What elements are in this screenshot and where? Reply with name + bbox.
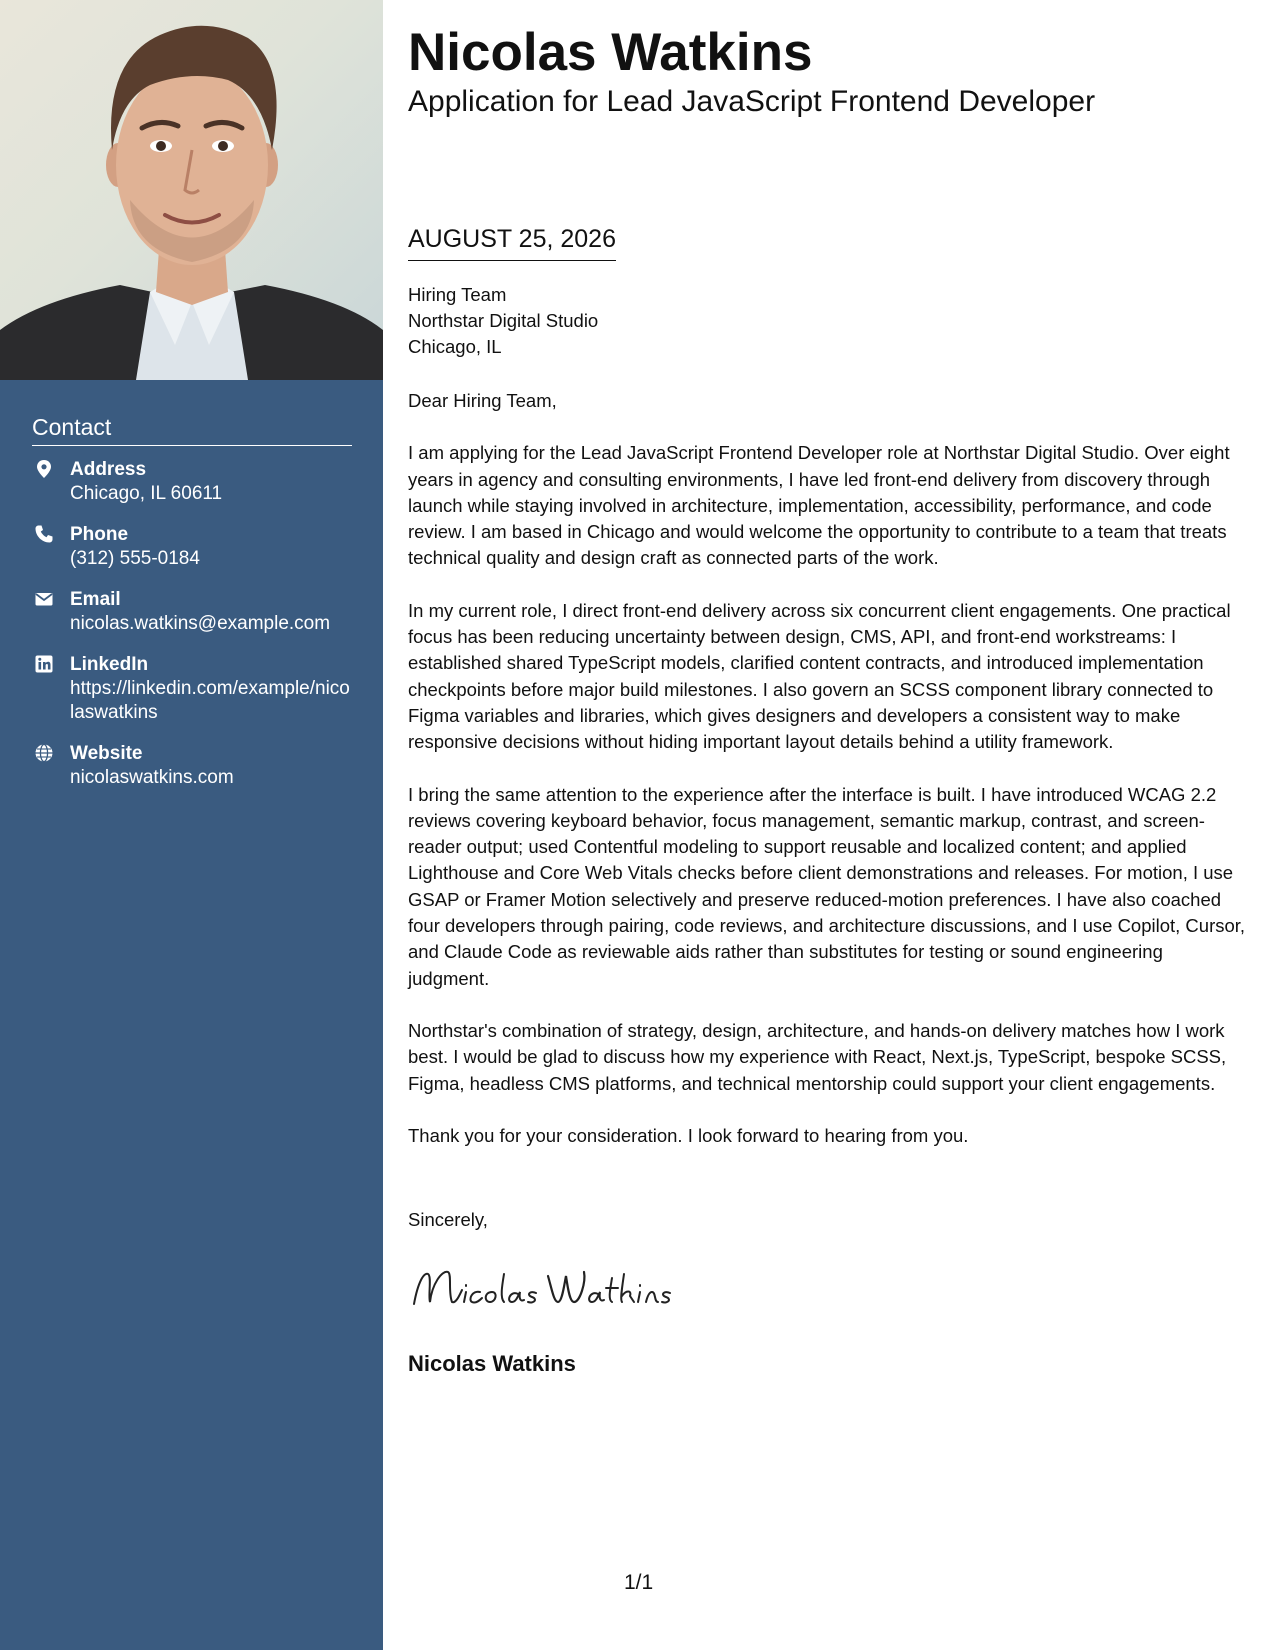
recipient-line: Chicago, IL — [408, 336, 502, 357]
profile-photo — [0, 0, 383, 380]
salutation: Dear Hiring Team, — [408, 390, 557, 411]
website-label: Website — [70, 743, 143, 764]
phone-icon — [34, 524, 54, 544]
letter-date: AUGUST 25, 2026 — [408, 222, 616, 261]
phone-label: Phone — [70, 524, 129, 545]
linkedin-icon — [34, 654, 54, 674]
address-value: Chicago, IL 60611 — [70, 483, 223, 504]
body-paragraph: I bring the same attention to the experience after the interface is built. I have introduced WCAG 2.2 reviews covering keyboard behavior, focus management, semantic markup, contrast, and screen-reader output; used Contentful modeling to support reusable and localized content; and applied Lighthouse and Core Web Vitals checks before client demonstrations and releases. For motion, I use GSAP or Framer Motion selectively and preserve reduced-motion preferences. I have also coached four developers through pairing, code reviews, and architecture discussions, and I use Copilot, Cursor, and Claude Code as reviewable aids rather than substitutes for testing or sound engineering judgment. — [408, 783, 1246, 989]
email-value[interactable]: nicolas.watkins@example.com — [70, 613, 331, 634]
email-label: Email — [70, 589, 121, 610]
website-value[interactable]: nicolaswatkins.com — [70, 767, 234, 788]
body-paragraph: Thank you for your consideration. I look forward to hearing from you. — [408, 1124, 969, 1146]
body-paragraph: I am applying for the Lead JavaScript Frontend Developer role at Northstar Digital Studio. Over eight years in agency and consulting environments, I have led front-end delivery from discovery through launch while staying involved in architecture, implementation, accessibility, performance, and code review. I am based in Chicago and would welcome the opportunity to contribute to a team that treats technical quality and design craft as connected parts of the work. — [408, 442, 1230, 569]
contact-email — [32, 588, 352, 636]
linkedin-label: LinkedIn — [70, 654, 149, 675]
body-paragraph: In my current role, I direct front-end delivery across six concurrent client engagements. One practical focus has been reducing uncertainty between design, CMS, API, and front-end workstreams: I established shared TypeScript models, clarified content contracts, and introduced implementation checkpoints before major build milestones. I also govern an SCSS component library connected to Figma variables and libraries, which gives designers and developers a consistent way to make responsive decisions without hiding important layout details behind a utility framework. — [408, 599, 1231, 753]
globe-icon — [34, 743, 54, 763]
sidebar — [0, 0, 383, 1650]
location-pin-icon — [34, 459, 54, 479]
letter-body — [408, 388, 1248, 1175]
applicant-name: Nicolas Watkins — [408, 23, 813, 82]
phone-value[interactable]: (312) 555-0184 — [70, 548, 200, 569]
recipient-block — [408, 282, 598, 360]
recipient-line: Northstar Digital Studio — [408, 310, 599, 331]
contact-section — [32, 412, 352, 807]
contact-address — [32, 458, 352, 506]
envelope-icon — [34, 589, 54, 609]
contact-website — [32, 742, 352, 790]
recipient-line: Hiring Team — [408, 284, 507, 305]
contact-linkedin — [32, 653, 352, 725]
linkedin-value[interactable]: https://linkedin.com/example/nicolaswatkins — [70, 678, 350, 723]
contact-title: Contact — [32, 412, 352, 446]
handwritten-signature — [408, 1262, 678, 1322]
page-number: 1/1 — [624, 1571, 654, 1594]
address-label: Address — [70, 459, 147, 480]
portrait-illustration — [0, 0, 383, 380]
application-subtitle: Application for Lead JavaScript Frontend Developer — [408, 85, 1096, 118]
closing: Sincerely, — [408, 1209, 488, 1230]
signed-name: Nicolas Watkins — [408, 1351, 576, 1376]
contact-phone — [32, 523, 352, 571]
body-paragraph: Northstar's combination of strategy, design, architecture, and hands-on delivery matches how I work best. I would be glad to discuss how my experience with React, Next.js, TypeScript, bespoke SCSS, Figma, headless CMS platforms, and technical mentorship could support your client engagements. — [408, 1019, 1227, 1094]
